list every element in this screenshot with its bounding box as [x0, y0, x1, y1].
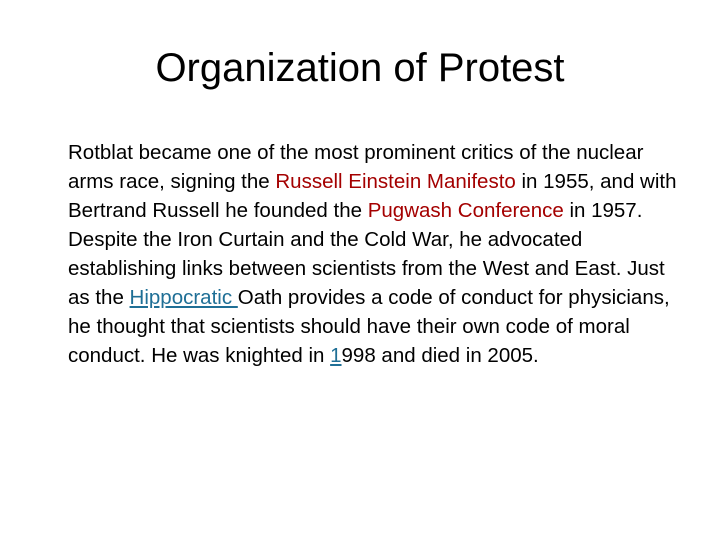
body-text-segment: in 1957. Despite the Iron Curtain and the Cold War, he advocated establishing links between scientists from the West and East. Just as the: [68, 199, 665, 309]
year-link[interactable]: 1: [330, 344, 342, 367]
hippocratic-link[interactable]: Hippocratic: [129, 286, 238, 309]
body-text-segment: in 1955, and with Bertrand Russell he founded the: [68, 170, 677, 222]
slide-title: Organization of Protest: [155, 46, 565, 90]
russell-einstein-manifesto-term: Russell Einstein Manifesto: [275, 170, 516, 193]
body-text-segment: 998 and died in 2005.: [341, 344, 539, 367]
slide-body-paragraph: [68, 138, 688, 370]
pugwash-conference-term: Pugwash Conference: [367, 199, 564, 222]
body-text-segment: Rotblat became one of the most prominent critics of the nuclear arms race, signing the: [68, 141, 644, 193]
body-text-segment: Oath provides a code of conduct for physicians, he thought that scientists should have their own code of moral conduct. He was knighted in: [68, 286, 670, 367]
